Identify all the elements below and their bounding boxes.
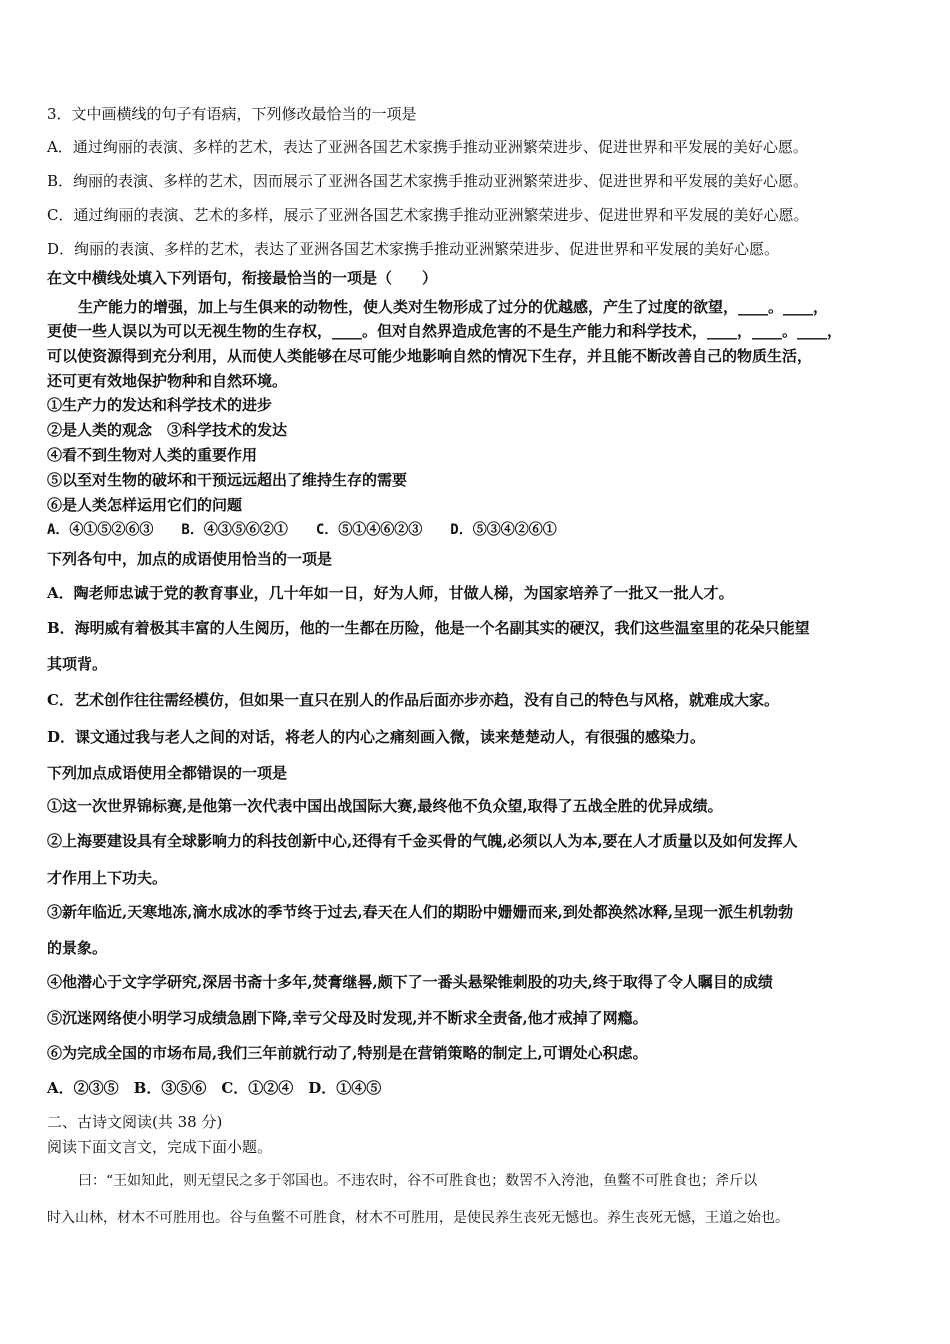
fill-passage-line-3: 可以使资源得到充分利用，从而使人类能够在尽可能少地影响自然的情况下生存，并且能不断改善自己的物质生活， xyxy=(47,347,813,365)
idiom1-option-b-line-2: 其项背。 xyxy=(47,655,108,673)
fill-passage-line-2: 更使一些人误以为可以无视生物的生存权，____。但对自然界造成危害的不是生产能力和科学技术，____，____。____， xyxy=(47,322,843,340)
idiom1-option-c: C．艺术创作往往需经模仿，但如果一直只在别人的作品后面亦步亦趋，没有自己的特色与风格，就难成大家。 xyxy=(47,691,779,709)
section2-title: 二、古诗文阅读(共 38 分) xyxy=(47,1113,223,1131)
q3-option-b: B．绚丽的表演、多样的艺术，因而展示了亚洲各国艺术家携手推动亚洲繁荣进步、促进世界和平发展的美好心愿。 xyxy=(47,172,809,190)
fill-passage-line-4: 还可更有效地保护物种和自然环境。 xyxy=(47,372,288,390)
idiom1-stem: 下列各句中，加点的成语使用恰当的一项是 xyxy=(47,550,333,568)
q3-option-a: A．通过绚丽的表演、多样的艺术，表达了亚洲各国艺术家携手推动亚洲繁荣进步、促进世界和平发展的美好心愿。 xyxy=(47,138,808,156)
idiom2-stem: 下列加点成语使用全都错误的一项是 xyxy=(47,764,288,782)
fill-passage-line-1: 生产能力的增强，加上与生俱来的动物性，使人类对生物形成了过分的优越感，产生了过度的欲望，____。____， xyxy=(78,298,829,316)
fill-choice-5: ⑤以至对生物的破坏和干预远远超出了维持生存的需要 xyxy=(47,471,408,489)
fill-choice-6: ⑥是人类怎样运用它们的问题 xyxy=(47,496,243,514)
q3-option-c: C．通过绚丽的表演、艺术的多样，展示了亚洲各国艺术家携手推动亚洲繁荣进步、促进世界和平发展的美好心愿。 xyxy=(47,206,809,224)
idiom2-sentence-5: ⑤沉迷网络使小明学习成绩急剧下降,幸亏父母及时发现,并不断求全责备,他才戒掉了网瘾。 xyxy=(47,1009,648,1027)
idiom1-option-b-line-1: B．海明威有着极其丰富的人生阅历，他的一生都在历险，他是一个名副其实的硬汉，我们这些温室里的花朵只能望 xyxy=(47,619,810,637)
fill-choice-2-3: ②是人类的观念 ③科学技术的发达 xyxy=(47,421,288,439)
q3-option-d: D．绚丽的表演、多样的艺术，表达了亚洲各国艺术家携手推动亚洲繁荣进步、促进世界和平发展的美好心愿。 xyxy=(47,240,780,258)
classical-text-line-1: 曰：“王如知此，则无望民之多于邻国也。不违农时，谷不可胜食也；数罟不入洿池，鱼鳖不可胜食也；斧斤以 xyxy=(78,1173,758,1189)
idiom1-option-d: D．课文通过我与老人之间的对话，将老人的内心之痛刻画入微，读来楚楚动人，有很强的感染力。 xyxy=(47,728,706,746)
fill-stem: 在文中横线处填入下列语句，衔接最恰当的一项是（ ） xyxy=(47,269,438,287)
idiom1-option-a: A．陶老师忠诚于党的教育事业，几十年如一日，好为人师，甘做人梯，为国家培养了一批又一批人才。 xyxy=(47,584,734,602)
fill-answer-options: A．④①⑤②⑥③ B．④③⑤⑥②① C．⑤①④⑥②③ D．⑤③④②⑥① xyxy=(47,522,557,538)
idiom2-sentence-3-line-2: 的景象。 xyxy=(47,939,108,957)
idiom2-sentence-3-line-1: ③新年临近,天寒地冻,滴水成冰的季节终于过去,春天在人们的期盼中姗姗而来,到处都涣然冰释,呈现一派生机勃勃 xyxy=(47,903,794,921)
fill-choice-4: ④看不到生物对人类的重要作用 xyxy=(47,446,258,464)
idiom2-sentence-1: ①这一次世界锦标赛,是他第一次代表中国出战国际大赛,最终他不负众望,取得了五战全胜的优异成绩。 xyxy=(47,797,723,815)
idiom2-sentence-2-line-1: ②上海要建设具有全球影响力的科技创新中心,还得有千金买骨的气魄,必须以人为本,要在人才质量以及如何发挥人 xyxy=(47,832,798,850)
fill-choice-1: ①生产力的发达和科学技术的进步 xyxy=(47,396,273,414)
section2-instruction: 阅读下面文言文，完成下面小题。 xyxy=(47,1138,273,1156)
classical-text-line-2: 时入山林，材木不可胜用也。谷与鱼鳖不可胜食，材木不可胜用，是使民养生丧死无憾也。养生丧死无憾，王道之始也。 xyxy=(47,1210,789,1226)
idiom2-sentence-2-line-2: 才作用上下功夫。 xyxy=(47,869,168,887)
idiom2-sentence-6: ⑥为完成全国的市场布局,我们三年前就行动了,特别是在营销策略的制定上,可谓处心积虑。 xyxy=(47,1044,648,1062)
q3-stem: 3．文中画横线的句子有语病，下列修改最恰当的一项是 xyxy=(47,105,417,123)
idiom2-answer-options: A．②③⑤ B．③⑤⑥ C．①②④ D．①④⑤ xyxy=(47,1079,382,1097)
idiom2-sentence-4: ④他潜心于文字学研究,深居书斋十多年,焚膏继晷,颇下了一番头悬梁锥刺股的功夫,终于取得了令人瞩目的成绩 xyxy=(47,973,773,991)
